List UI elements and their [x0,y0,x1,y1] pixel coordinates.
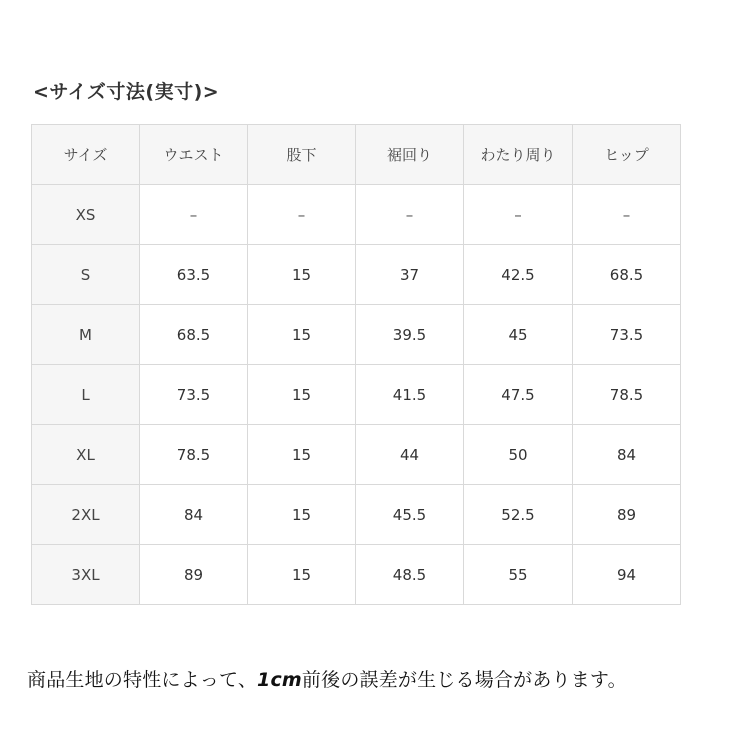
table-cell: 52.5 [464,485,573,545]
page-title: <サイズ寸法(実寸)> [33,81,220,103]
size-label: 3XL [32,545,140,605]
table-cell: 48.5 [356,545,464,605]
measurement-note [27,665,627,692]
table-cell: 68.5 [140,305,248,365]
table-cell: 37 [356,245,464,305]
header-waist: ウエスト [140,125,248,185]
table-cell: 15 [248,485,356,545]
size-label: S [32,245,140,305]
header-thigh-circumference: わたり周り [464,125,573,185]
table-cell: 63.5 [140,245,248,305]
table-cell: – [356,185,464,245]
table-cell: 39.5 [356,305,464,365]
table-cell: 73.5 [573,305,681,365]
note-text-before: 商品生地の特性によって、 [27,669,258,691]
size-label: 2XL [32,485,140,545]
table-cell: 15 [248,425,356,485]
header-hem-circumference: 裾回り [356,125,464,185]
table-cell: 15 [248,365,356,425]
table-cell: 42.5 [464,245,573,305]
table-cell: 89 [573,485,681,545]
note-text-after: 前後の誤差が生じる場合があります。 [301,669,627,691]
size-label: XS [32,185,140,245]
table-cell: – [248,185,356,245]
size-label: M [32,305,140,365]
table-cell: 89 [140,545,248,605]
size-label: L [32,365,140,425]
table-cell: 41.5 [356,365,464,425]
table-cell: 78.5 [573,365,681,425]
table-row [32,365,681,425]
table-header-row [32,125,681,185]
table-cell: – [464,185,573,245]
table-cell: – [573,185,681,245]
table-row [32,425,681,485]
size-label: XL [32,425,140,485]
table-cell: 78.5 [140,425,248,485]
header-inseam: 股下 [248,125,356,185]
table-cell: 44 [356,425,464,485]
table-cell: 47.5 [464,365,573,425]
table-cell: 73.5 [140,365,248,425]
table-cell: – [140,185,248,245]
table-cell: 15 [248,545,356,605]
table-cell: 15 [248,245,356,305]
size-table [31,124,681,605]
table-row [32,185,681,245]
header-size: サイズ [32,125,140,185]
table-cell: 68.5 [573,245,681,305]
table-cell: 94 [573,545,681,605]
header-hip: ヒップ [573,125,681,185]
table-row [32,245,681,305]
table-row [32,305,681,365]
table-row [32,485,681,545]
table-cell: 84 [573,425,681,485]
table-cell: 45.5 [356,485,464,545]
table-cell: 55 [464,545,573,605]
table-cell: 84 [140,485,248,545]
table-cell: 50 [464,425,573,485]
table-cell: 15 [248,305,356,365]
table-cell: 45 [464,305,573,365]
note-text-emphasis: 1cm [257,669,302,691]
table-row [32,545,681,605]
